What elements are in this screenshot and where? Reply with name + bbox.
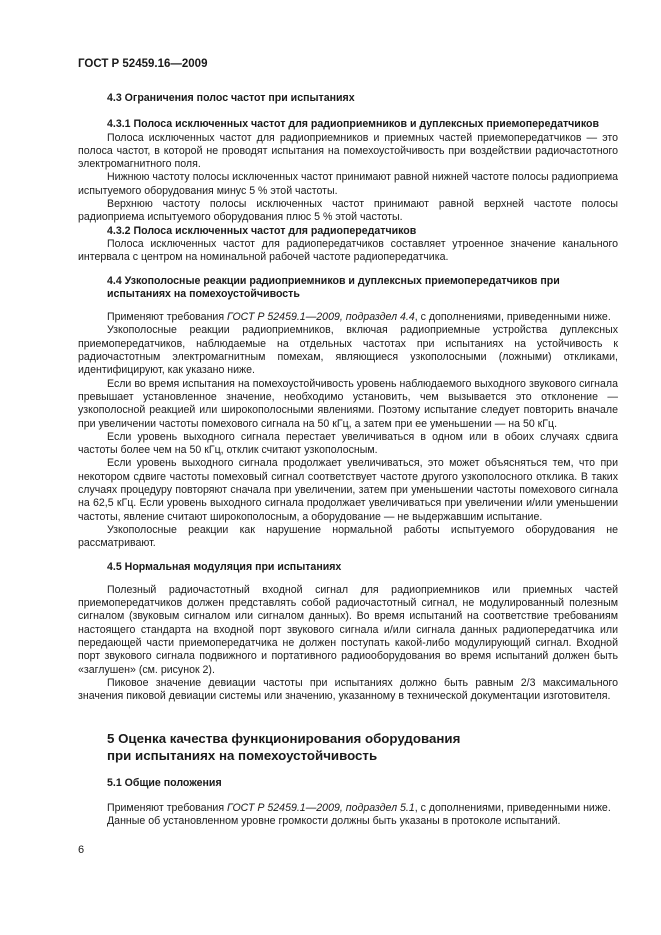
section-5-title: 5 Оценка качества функционирования оборудования при испытаниях на помехоустойчивость xyxy=(107,731,461,763)
paragraph: Пиковое значение девиации частоты при испытаниях должно быть равным 2/3 максимального значения пиковой девиации системы или значению, указанному в технической документации изготовителя. xyxy=(78,676,618,703)
document-body xyxy=(78,92,618,828)
paragraph: Полоса исключенных частот для радиопередатчиков составляет утроенное значение канального интервала с центром на номинальной рабочей частоте радиопередатчика. xyxy=(78,237,618,264)
section-4-4-title: 4.4 Узкополосные реакции радиоприемников и дуплексных приемопередатчиков при испытаниях на помехоустойчивость xyxy=(107,274,560,300)
paragraph: Если уровень выходного сигнала перестает увеличиваться в одном или в обоих случаях сдвига частоты более чем на 50 кГц, отклик считают узкополосным. xyxy=(78,430,618,457)
paragraph: Данные об установленном уровне громкости должны быть указаны в протоколе испытаний. xyxy=(107,815,561,828)
paragraph: Применяют требования ГОСТ Р 52459.1—2009, подраздел 5.1, с дополнениями, приведенными ниже. xyxy=(107,801,611,814)
paragraph: Если во время испытания на помехоустойчивость уровень наблюдаемого выходного звукового сигнала превышает установленное значение, необходимо установить, чем вызывается это отклонение — узкополосной реакцией или широкополосными явлениями. Поэтому испытание следует повторить вначале при увеличении частоты помехового сигнала на 50 кГц, а затем при ее уменьшении — на 50 кГц. xyxy=(78,377,618,430)
section-4-3-title: 4.3 Ограничения полос частот при испытаниях xyxy=(107,92,355,104)
standard-reference: ГОСТ Р 52459.1—2009, подраздел 4.4 xyxy=(227,311,415,324)
paragraph: Нижнюю частоту полосы исключенных частот принимают равной нижней частоте полосы радиоприема испытуемого оборудования минус 5 % этой частоты. xyxy=(78,171,618,197)
paragraph: Если уровень выходного сигнала продолжает увеличиваться, это может объясняться тем, что при некотором сдвиге частоты помеховый сигнал соответствует частоте другого узкополосного отклика. В таких случаях процедуру повторяют сначала при увеличении, затем при уменьшении частоты помехового сигнала на 62,5 кГц. Если уровень выходного сигнала продолжает увеличиваться при увеличении и/или уменьшении частоты, явление считают широкополосным, а оборудование — не выдержавшим испытание. xyxy=(78,457,618,523)
paragraph: Полезный радиочастотный входной сигнал для радиоприемников или приемных частей приемопередатчиков должен представлять собой радиочастотный сигнал, не модулированный полезным сигналом (звуковым сигналом или сигналом данных). Во время испытаний на соответствие требованиям настоящего стандарта на входной порт звукового сигнала и/или сигнала данных радиопередатчика или передающей части приемопередатчика не должен поступать какой-либо модулирующий сигнал. Входной порт звукового сигнала подвижного и портативного радиооборудования во время испытаний должен быть «заглушен» (см. рисунок 2). xyxy=(78,583,618,676)
section-5-1-title: 5.1 Общие положения xyxy=(107,777,222,790)
section-4-3-1-title: 4.3.1 Полоса исключенных частот для радиоприемников и дуплексных приемопередатчиков xyxy=(107,118,599,131)
section-4-3-2-title: 4.3.2 Полоса исключенных частот для радиопередатчиков xyxy=(107,224,417,237)
paragraph: Полоса исключенных частот для радиоприемников и приемных частей приемопередатчиков — это полоса частот, в которой не проводят испытания на помехоустойчивость при воздействии радиочастотного электромагнитного поля. xyxy=(78,131,618,171)
section-4-5-title: 4.5 Нормальная модуляция при испытаниях xyxy=(107,560,342,573)
paragraph: Верхнюю частоту полосы исключенных частот принимают равной верхней частоте полосы радиоприема испытуемого оборудования плюс 5 % этой частоты. xyxy=(78,198,618,224)
page-number: 6 xyxy=(78,844,85,856)
paragraph: Узкополосные реакции радиоприемников, включая радиоприемные устройства дуплексных приемопередатчиков, наблюдаемые на отдельных частотах при испытаниях на устойчивость к радиочастотным электромагнитным помехам, являющиеся узкополосными (ложными) откликами, идентифицируют, как указано ниже. xyxy=(78,324,618,377)
document-header: ГОСТ Р 52459.16—2009 xyxy=(78,58,208,70)
paragraph: Применяют требования ГОСТ Р 52459.1—2009, подраздел 4.4, с дополнениями, приведенными ниже. xyxy=(107,311,611,324)
standard-reference: ГОСТ Р 52459.1—2009, подраздел 5.1 xyxy=(227,801,415,814)
paragraph: Узкополосные реакции как нарушение нормальной работы испытуемого оборудования не рассматривают. xyxy=(78,523,618,550)
